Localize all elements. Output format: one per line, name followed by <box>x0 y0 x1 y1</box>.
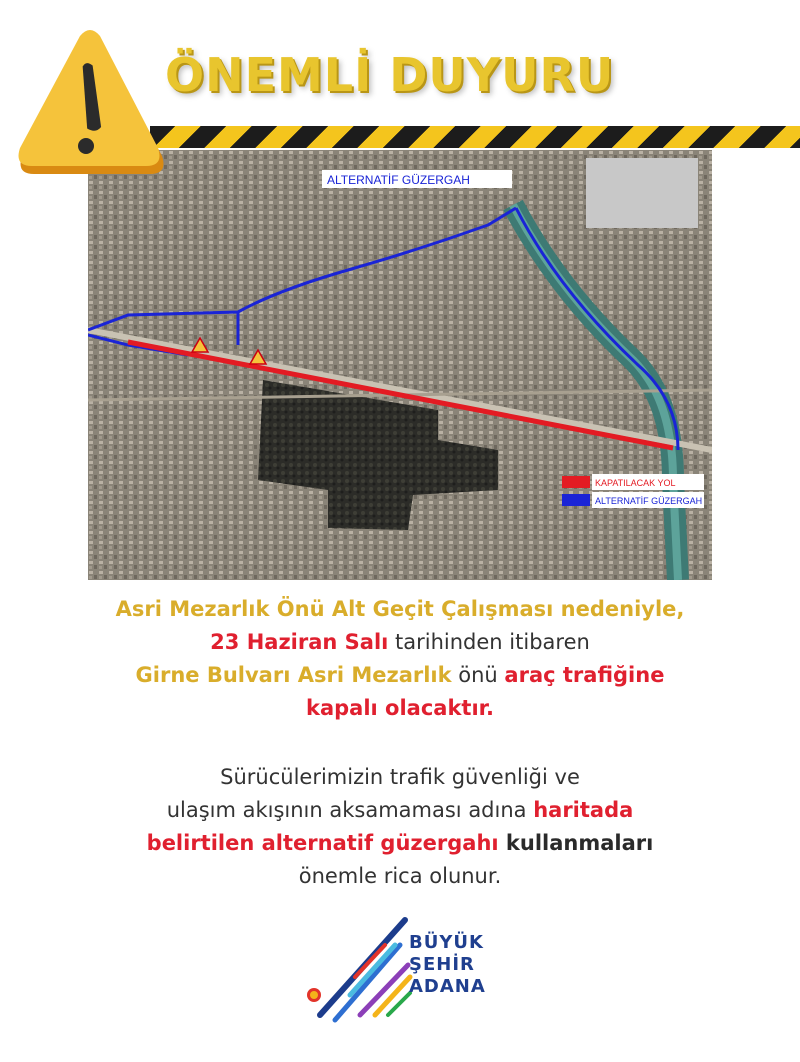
route-label-top: ALTERNATİF GÜZERGAH <box>327 173 470 187</box>
logo-text: BÜYÜK ŞEHİR ADANA <box>409 932 486 997</box>
notice-line-3: Girne Bulvarı Asri Mezarlık önü araç trafiğine <box>135 663 665 687</box>
legend-alt-label: ALTERNATİF GÜZERGAH <box>595 496 703 506</box>
page-title: ÖNEMLİ DUYURU <box>165 48 615 102</box>
request-line-3: belirtilen alternatif güzergahı kullanmaları <box>146 831 654 855</box>
request-line-4: önemle rica olunur. <box>298 864 502 888</box>
request-line-1: Sürücülerimizin trafik güvenliği ve <box>220 765 580 789</box>
notice-line-4: kapalı olacaktır. <box>305 696 494 720</box>
notice-traffic: araç trafiğine <box>504 663 665 687</box>
notice-line-2: 23 Haziran Salı tarihinden itibaren <box>210 630 590 654</box>
hazard-stripe <box>150 126 800 148</box>
redacted-box <box>586 158 698 228</box>
warning-icon <box>12 28 172 188</box>
notice-line-1: Asri Mezarlık Önü Alt Geçit Çalışması nedeniyle, <box>115 597 685 621</box>
notice-place: Girne Bulvarı Asri Mezarlık <box>135 663 452 687</box>
request-line-2: ulaşım akışının aksamaması adına haritada <box>166 798 634 822</box>
route-map <box>88 150 712 580</box>
notice-date: 23 Haziran Salı <box>210 630 389 654</box>
legend-closed-label: KAPATILACAK YOL <box>595 478 676 488</box>
